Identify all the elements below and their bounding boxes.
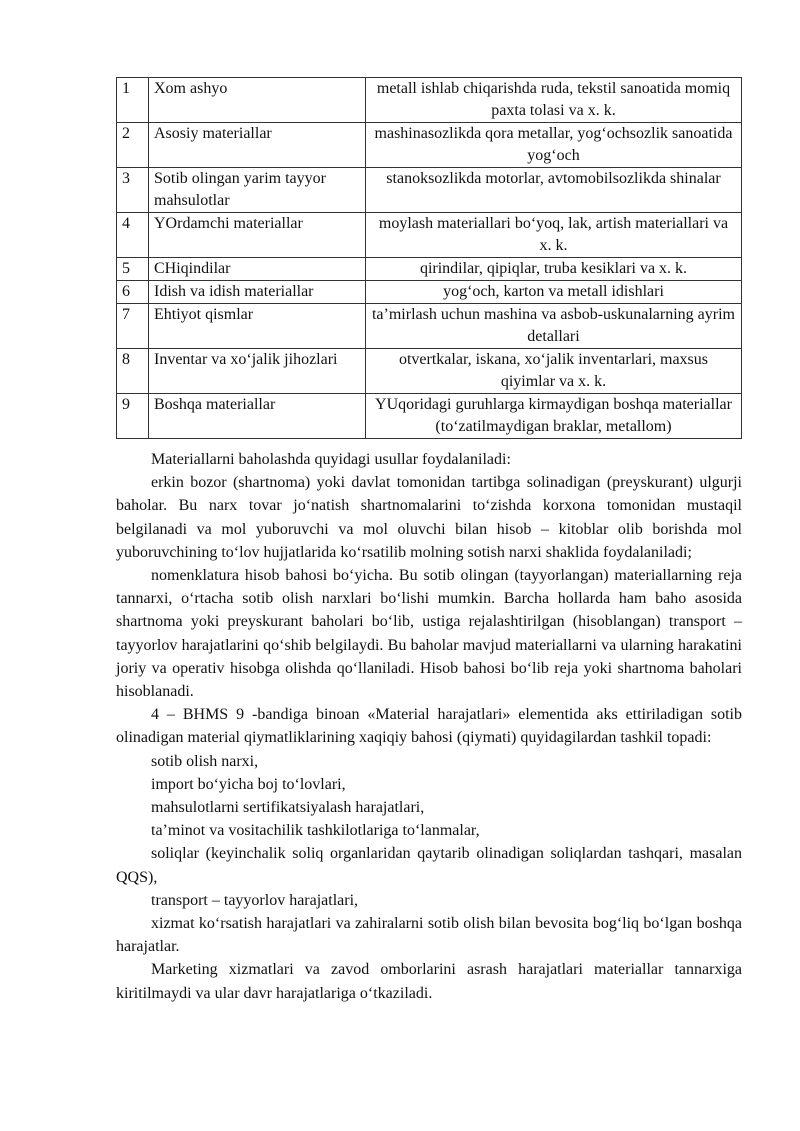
table-row — [117, 394, 742, 439]
paragraph: Materiallarni baholashda quyidagi usullar foydalaniladi: — [151, 451, 511, 468]
row-number: 9 — [117, 394, 149, 439]
material-examples: stanoksozlikda motorlar, avtomobilsozlikda shinalar — [366, 168, 742, 213]
material-name: Xom ashyo — [149, 78, 366, 123]
list-item: sotib olish narxi, — [151, 752, 259, 770]
paragraph: nomenklatura hisob bahosi bo‘yicha. Bu sotib olingan (tayyorlangan) materiallarning reja tannarxi, o‘rtacha sotib olish narxlari bo‘lishi mumkin. Barcha hollarda ham baho asosida shartnoma yoki preyskurant baholari bo‘lib, ustiga rejalashtirilgan (hisoblangan) transport – tayyorlov harajatlarini qo‘shib belgilaydi. Bu baholar mavjud materiallarni va ularning harakatini joriy va operativ hisobga olishda qo‘llaniladi. Hisob bahosi bo‘lib reja yoki shartnoma baholari hisoblanadi. — [116, 567, 742, 701]
material-name: Inventar va xo‘jalik jihozlari — [149, 349, 366, 394]
table-row — [117, 168, 742, 213]
list-item: transport – tayyorlov harajatlari, — [151, 891, 359, 909]
paragraph: 4 – BHMS 9 -bandiga binoan «Material harajatlari» elementida aks ettiriladigan sotib olinadigan material qiymatliklarining xaqiqiy bahosi (qiymati) quyidagilardan tashkil topadi: — [116, 706, 742, 747]
row-number: 1 — [117, 78, 149, 123]
list-item: ta’minot va vositachilik tashkilotlariga to‘lanmalar, — [151, 822, 480, 840]
row-number: 4 — [117, 213, 149, 258]
material-examples: moylash materiallari bo‘yoq, lak, artish materiallari va x. k. — [366, 213, 742, 258]
table-row — [117, 281, 742, 304]
table-row — [117, 213, 742, 258]
table-row — [117, 304, 742, 349]
material-examples: qirindilar, qipiqlar, truba kesiklari va x. k. — [366, 258, 742, 281]
material-name: YOrdamchi materiallar — [149, 213, 366, 258]
row-number: 8 — [117, 349, 149, 394]
material-examples: otvertkalar, iskana, xo‘jalik inventarlari, maxsus qiyimlar va x. k. — [366, 349, 742, 394]
material-name: Boshqa materiallar — [149, 394, 366, 439]
row-number: 2 — [117, 123, 149, 168]
material-examples: YUqoridagi guruhlarga kirmaydigan boshqa materiallar (to‘zatilmaydigan braklar, metallom) — [366, 394, 742, 439]
material-examples: metall ishlab chiqarishda ruda, tekstil sanoatida momiq paxta tolasi va x. k. — [366, 78, 742, 123]
table-row — [117, 258, 742, 281]
list-item: import bo‘yicha boj to‘lovlari, — [151, 775, 346, 793]
row-number: 7 — [117, 304, 149, 349]
material-examples: mashinasozlikda qora metallar, yog‘ochsozlik sanoatida yog‘och — [366, 123, 742, 168]
paragraph: erkin bozor (shartnoma) yoki davlat tomonidan tartibga solinadigan (preyskurant) ulgurji baholar. Bu narx tovar jo‘natish shartnomalarini to‘zishda korxona tomonidan mustaqil belgilanadi va mol yuboruvchi va mol oluvchi bilan hisob – kitoblar olib borishda mol yuboruvchining to‘lov hujjatlarida ko‘rsatilib molning sotish narxi shaklida foydalaniladi; — [116, 474, 742, 561]
material-name: Sotib olingan yarim tayyor mahsulotlar — [149, 168, 366, 213]
material-examples: yog‘och, karton va metall idishlari — [366, 281, 742, 304]
table-row — [117, 78, 742, 123]
table-row — [117, 349, 742, 394]
row-number: 5 — [117, 258, 149, 281]
list-item: mahsulotlarni sertifikatsiyalash harajatlari, — [151, 799, 425, 817]
list-item: soliqlar (keyinchalik soliq organlaridan qaytarib olinadigan soliqlardan tashqari, masalan QQS), — [116, 845, 742, 886]
material-examples: ta’mirlash uchun mashina va asbob-uskunalarning ayrim detallari — [366, 304, 742, 349]
row-number: 3 — [117, 168, 149, 213]
list-item: xizmat ko‘rsatish harajatlari va zahiralarni sotib olish bilan bevosita bog‘liq bo‘lgan boshqa harajatlar. — [116, 915, 742, 956]
body-text — [116, 448, 742, 1005]
material-name: Ehtiyot qismlar — [149, 304, 366, 349]
materials-table — [116, 77, 742, 439]
material-name: CHiqindilar — [149, 258, 366, 281]
paragraph: Marketing xizmatlari va zavod omborlarini asrash harajatlari materiallar tannarxiga kiritilmaydi va ular davr harajatlariga o‘tkaziladi. — [116, 961, 742, 1002]
material-name: Asosiy materiallar — [149, 123, 366, 168]
row-number: 6 — [117, 281, 149, 304]
material-name: Idish va idish materiallar — [149, 281, 366, 304]
table-row — [117, 123, 742, 168]
